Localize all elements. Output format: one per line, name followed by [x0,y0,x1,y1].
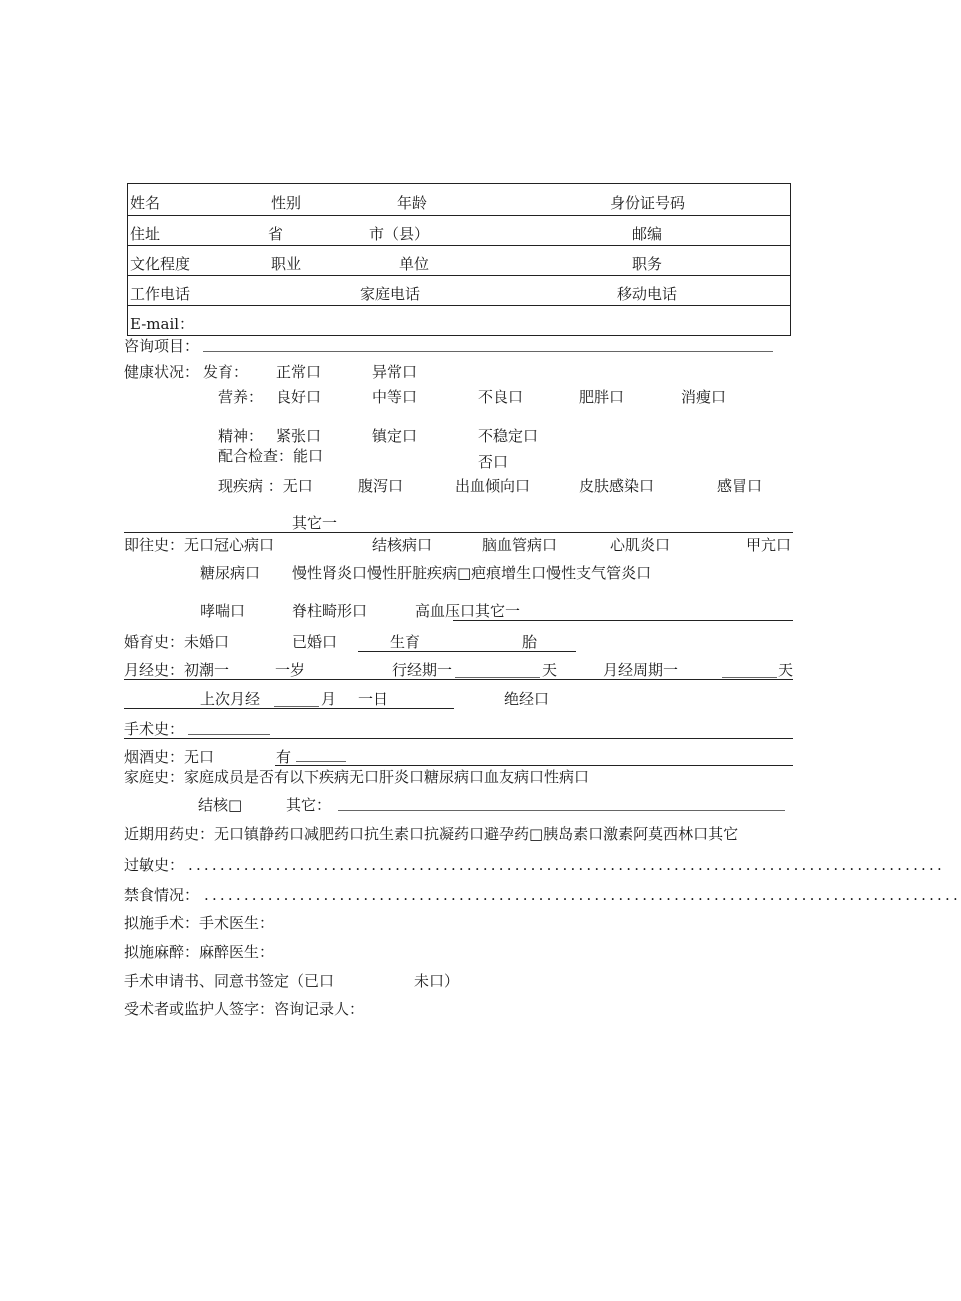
label-planned-surgery: 拟施手术：手术医生： [124,914,275,932]
label-medication[interactable]: 近期用药史：无口镇静药口减肥药口抗生素口抗凝药口避孕药□胰岛素口激素阿莫西林口其它 [124,825,739,843]
option-nut-obese[interactable]: 肥胖口 [579,388,625,406]
option-cd-diarrhea[interactable]: 腹泻口 [358,477,404,495]
basic-info-table [127,183,791,336]
label-history[interactable]: 即往史：无口冠心病口 [124,536,275,554]
label-health-other: 其它一 [292,514,338,532]
surgery-short-line [188,734,270,735]
table-row-divider [128,275,790,276]
label-education: 文化程度 [130,255,191,273]
label-consent[interactable]: 手术申请书、同意书签定（已口 [124,972,335,990]
label-allergy: 过敏史： [124,856,185,874]
option-asthma[interactable]: 哮喘口 [200,602,246,620]
label-province: 省 [268,225,284,243]
table-row-divider [128,215,790,216]
health-other-line [124,532,793,533]
label-development: 发育： [203,363,249,381]
period-line [455,677,540,678]
table-row-divider [128,245,790,246]
label-postcode: 邮编 [632,225,663,243]
option-hyperthyroid[interactable]: 甲亢口 [746,536,792,554]
label-fetus: 胎 [522,633,538,651]
label-cooperate[interactable]: 配合检查：能口 [218,447,324,465]
label-occupation: 职业 [271,255,302,273]
label-nutrition: 营养： [218,388,264,406]
label-cycle-day: 天 [778,661,794,679]
label-family[interactable]: 家庭史：家庭成员是否有以下疾病无口肝炎口糖尿病口血友病口性病口 [124,768,590,786]
option-nut-medium[interactable]: 中等口 [372,388,418,406]
option-cd-cold[interactable]: 感冒口 [717,477,763,495]
option-family-tb[interactable]: 结核□ [198,796,243,814]
label-current-disease[interactable]: 现疾病 ：无口 [218,477,313,495]
allergy-dotted-line: ............................................................................................... [188,856,945,874]
birth-line [358,651,576,652]
label-family-other: 其它： [286,796,332,814]
label-health: 健康状况： [124,363,200,381]
option-sp-unstable[interactable]: 不稳定口 [478,427,539,445]
label-spirit: 精神： [218,427,264,445]
option-hypertension[interactable]: 高血压口其它一 [415,602,521,620]
surgery-line [124,738,793,739]
option-cerebro[interactable]: 脑血管病口 [482,536,558,554]
menstrual-line [124,679,793,680]
option-dev-normal[interactable]: 正常口 [276,363,322,381]
label-email: E-mail： [130,315,195,333]
family-other-line [338,810,785,811]
label-mobile: 移动电话 [617,285,678,303]
option-smoke-yes[interactable]: 有 [276,748,292,766]
option-nut-good[interactable]: 良好口 [276,388,322,406]
label-period: 行经期一 [392,661,453,679]
label-city: 市（县） [369,225,430,243]
label-smoke[interactable]: 烟酒史：无口 [124,748,215,766]
option-nut-thin[interactable]: 消瘦口 [681,388,727,406]
label-employer: 单位 [399,255,430,273]
option-cd-skin[interactable]: 皮肤感染口 [579,477,655,495]
option-cd-bleeding[interactable]: 出血倾向口 [455,477,531,495]
label-home-phone: 家庭电话 [360,285,421,303]
label-position: 职务 [632,255,663,273]
option-spine[interactable]: 脊柱畸形口 [292,602,368,620]
label-month: 月 [321,690,337,708]
history-other-line [453,620,793,621]
option-nut-poor[interactable]: 不良口 [478,388,524,406]
option-cooperate-no[interactable]: 否口 [478,453,509,471]
consult-item-line [203,351,773,352]
label-consult-item: 咨询项目： [124,337,200,355]
label-anesthesia: 拟施麻醉：麻醉医生： [124,943,275,961]
label-last-period: 上次月经 [200,690,261,708]
option-sp-calm[interactable]: 镇定口 [372,427,418,445]
label-marriage[interactable]: 婚育史：未婚口 [124,633,230,651]
option-menopause[interactable]: 绝经口 [504,690,550,708]
label-date: 一日 [358,690,389,708]
label-gender: 性别 [271,194,302,212]
last-month-line [274,706,319,707]
option-myocarditis[interactable]: 心肌炎口 [610,536,671,554]
label-menarche-age: 一岁 [275,661,306,679]
option-dev-abnormal[interactable]: 异常口 [372,363,418,381]
option-sp-tense[interactable]: 紧张口 [276,427,322,445]
history-options-line2[interactable]: 慢性肾炎口慢性肝脏疾病□疤痕增生口慢性支气管炎口 [292,564,652,582]
option-married[interactable]: 已婚口 [292,633,338,651]
last-period-line [124,708,454,709]
smoke-line [275,765,793,766]
label-fasting: 禁食情况： [124,886,200,904]
cycle-line [722,677,777,678]
option-tb[interactable]: 结核病口 [372,536,433,554]
option-diabetes[interactable]: 糖尿病口 [200,564,261,582]
smoke-short-line [296,761,346,762]
label-cycle: 月经周期一 [603,661,679,679]
table-row-divider [128,305,790,306]
label-name: 姓名 [130,194,161,212]
label-work-phone: 工作电话 [130,285,191,303]
label-signature: 受术者或监护人签字：咨询记录人： [124,1000,365,1018]
option-consent-not[interactable]: 未口） [414,972,460,990]
fasting-dotted-line: ............................................................................................... [204,886,961,904]
label-age: 年龄 [397,194,428,212]
label-period-day: 天 [542,661,558,679]
label-address: 住址 [130,225,161,243]
label-menstrual: 月经史：初潮一 [124,661,230,679]
label-surgery: 手术史： [124,720,185,738]
label-id-number: 身份证号码 [610,194,686,212]
label-birth: 生育 [390,633,421,651]
